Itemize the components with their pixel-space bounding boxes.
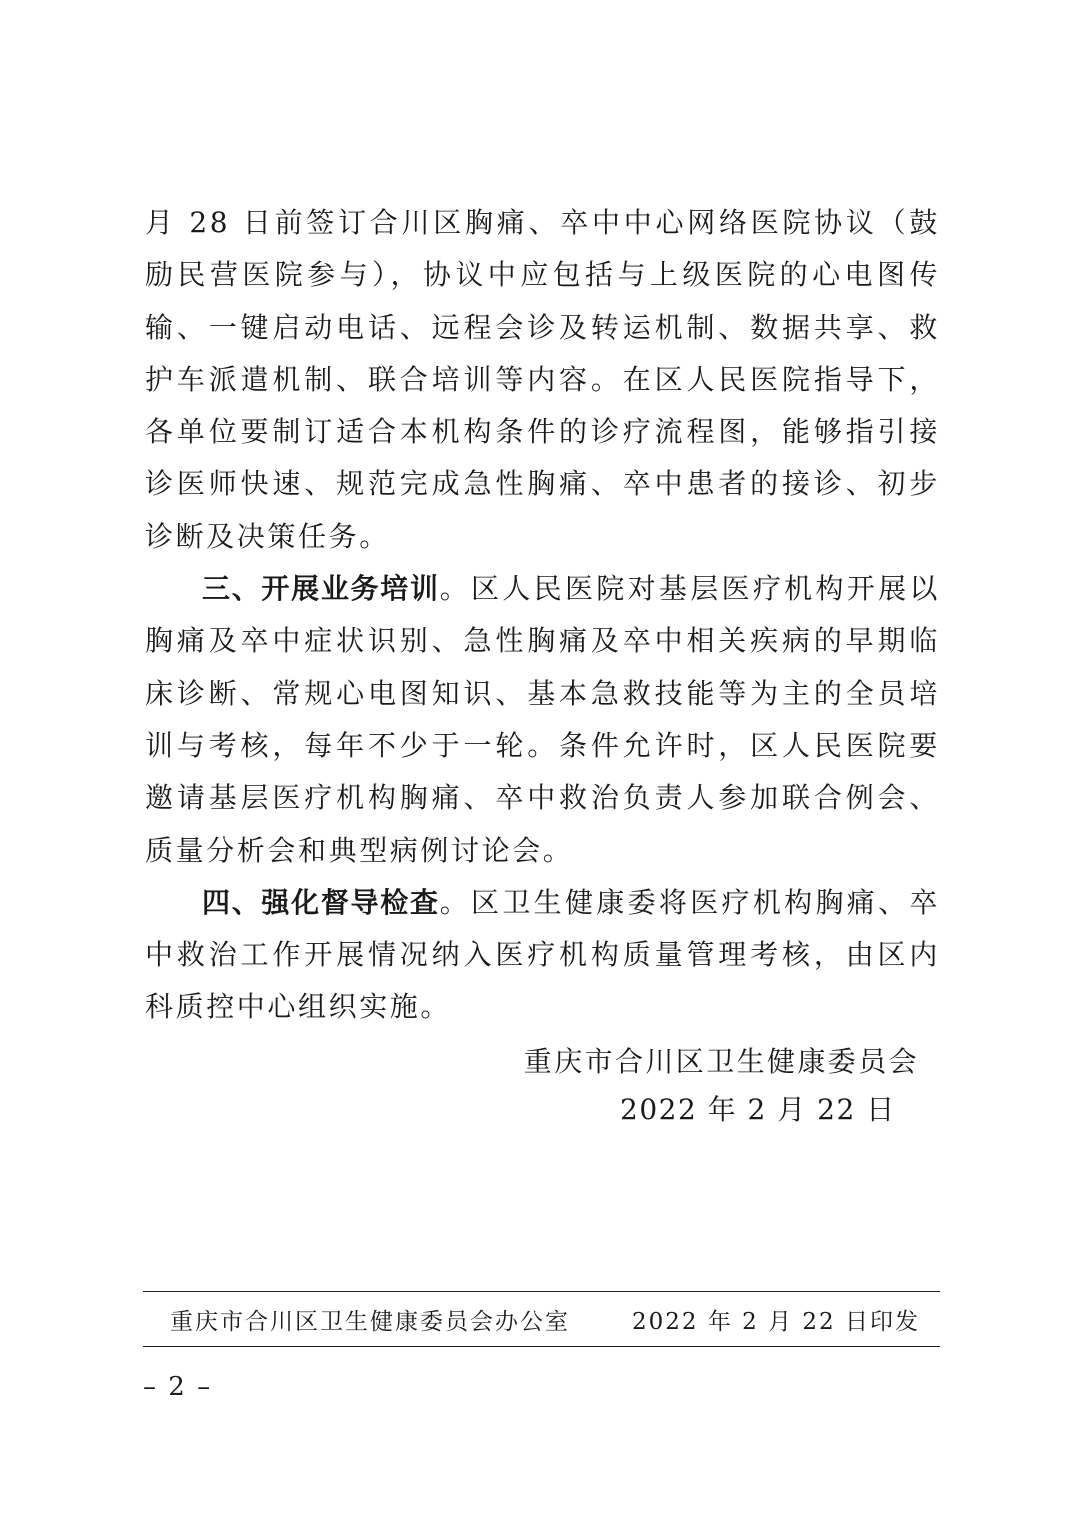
- document-body: [145, 197, 940, 1034]
- paragraph-text: 。区卫生健康委将医疗机构胸痛、卒中救治工作开展情况纳入医疗机构质量管理考核，由区内科质控中心组织实施。: [145, 885, 940, 1024]
- paragraph-training: [145, 563, 940, 877]
- paragraph-text: 月 28 日前签订合川区胸痛、卒中中心网络医院协议（鼓励民营医院参与），协议中应包括与上级医院的心电图传输、一键启动电话、远程会诊及转运机制、数据共享、救护车派遣机制、联合培训等内容。在区人民医院指导下，各单位要制订适合本机构条件的诊疗流程图，能够指引接诊医师快速、规范完成急性胸痛、卒中患者的接诊、初步诊断及决策任务。: [145, 206, 940, 553]
- page-number: – 2 –: [143, 1372, 213, 1402]
- footer-issue-date: 2022 年 2 月 22 日印发: [632, 1308, 920, 1335]
- paragraph-text: 。区人民医院对基层医疗机构开展以胸痛及卒中症状识别、急性胸痛及卒中相关疾病的早期临床诊断、常规心电图知识、基本急救技能等为主的全员培训与考核，每年不少于一轮。条件允许时，区人民医院要邀请基层医疗机构胸痛、卒中救治负责人参加联合例会、质量分析会和典型病例讨论会。: [145, 572, 940, 867]
- signature-block: [524, 1036, 919, 1088]
- footer-issue-row: [170, 1297, 920, 1341]
- paragraph-continuation: [145, 197, 940, 563]
- section-heading-training: 三、开展业务培训: [202, 572, 440, 606]
- signature-date: 2022 年 2 月 22 日: [620, 1093, 896, 1126]
- signature-organization: 重庆市合川区卫生健康委员会: [523, 1045, 919, 1078]
- footer-issuer: 重庆市合川区卫生健康委员会办公室: [170, 1308, 570, 1335]
- section-heading-supervision: 四、强化督导检查: [202, 885, 440, 919]
- paragraph-supervision: [145, 877, 940, 1034]
- footer-top-rule: [143, 1291, 940, 1292]
- footer-bottom-rule: [143, 1346, 940, 1347]
